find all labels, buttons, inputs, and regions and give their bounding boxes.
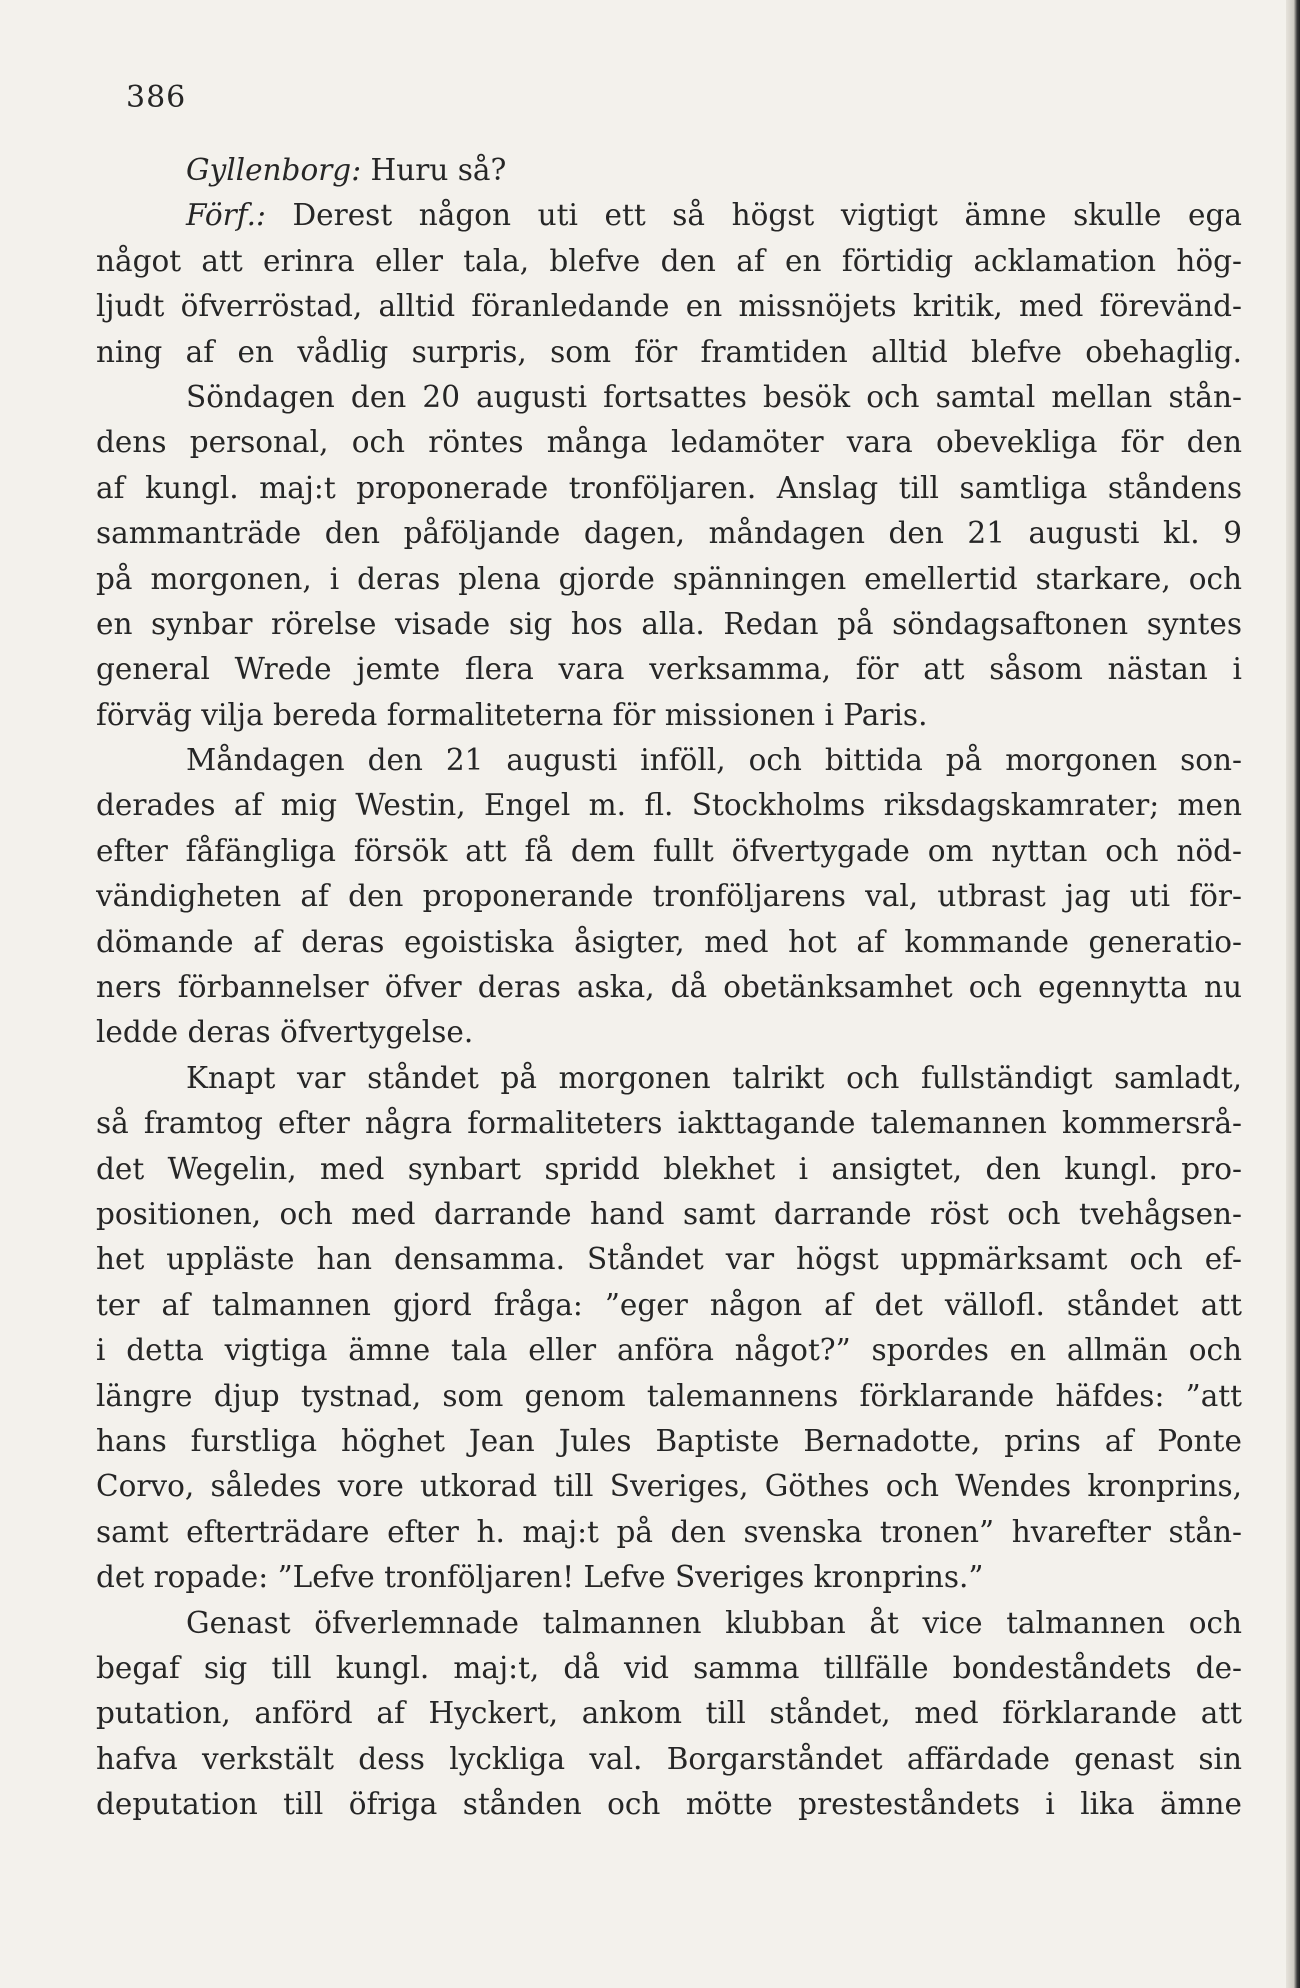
text-line [96, 420, 1242, 465]
text-line [96, 1419, 1242, 1464]
line-text: Corvo, således vore utkorad till Sveriges, Göthes och Wendes kronprins, [96, 1469, 1242, 1504]
line-text: general Wrede jemte flera vara verksamma, för att såsom nästan i [96, 652, 1242, 687]
line-text: ljudt öfverröstad, alltid föranledande en missnöjets kritik, med förevänd- [96, 289, 1242, 324]
text-line [96, 1010, 1242, 1055]
line-text: Söndagen den 20 augusti fortsattes besök och samtal mellan stån- [186, 379, 1242, 414]
line-text: ning af en vådlig surpris, som för framtiden alltid blefve obehaglig. [96, 334, 1242, 369]
line-text: efter fåfängliga försök att få dem fullt öfvertygade om nyttan och nöd- [96, 833, 1242, 868]
page-number: 386 [126, 80, 187, 115]
text-line [96, 1737, 1242, 1782]
line-text: af kungl. maj:t proponerade tronföljaren. Anslag till samtliga ståndens [96, 470, 1242, 505]
line-text: het uppläste han densamma. Ståndet var högst uppmärksamt och ef- [96, 1242, 1242, 1277]
line-text: ledde deras öfvertygelse. [96, 1015, 474, 1050]
line-text: deputation till öfriga stånden och mötte presteståndets i lika ämne [96, 1787, 1242, 1822]
text-line [96, 1101, 1242, 1146]
line-text: något att erinra eller tala, blefve den af en förtidig acklamation hög- [96, 243, 1242, 278]
text-line [96, 375, 1242, 420]
text-line [96, 783, 1242, 828]
line-text: på morgonen, i deras plena gjorde spänningen emellertid starkare, och [96, 561, 1242, 596]
text-line [96, 1464, 1242, 1509]
text-line [96, 738, 1242, 783]
page-edge-shadow [1286, 0, 1300, 1988]
text-line [96, 1237, 1242, 1282]
text-line [96, 1328, 1242, 1373]
line-text: längre djup tystnad, som genom talemannens förklarande häfdes: ”att [96, 1378, 1242, 1413]
line-text: sammanträde den påföljande dagen, måndagen den 21 augusti kl. 9 [96, 516, 1242, 551]
text-line [96, 1147, 1242, 1192]
text-line [96, 1192, 1242, 1237]
text-line [96, 1646, 1242, 1691]
line-text: en synbar rörelse visade sig hos alla. Redan på söndagsaftonen syntes [96, 606, 1242, 641]
speaker-name: Gyllenborg: [186, 153, 362, 187]
text-line [96, 239, 1242, 284]
text-line [96, 511, 1242, 556]
line-text: putation, anförd af Hyckert, ankom till ståndet, med förklarande att [96, 1696, 1242, 1731]
speaker-name: Förf.: [186, 198, 266, 233]
line-text: samt efterträdare efter h. maj:t på den svenska tronen” hvarefter stån- [96, 1514, 1242, 1549]
text-line [96, 1056, 1242, 1101]
line-text: positionen, och med darrande hand samt darrande röst och tvehågsen- [96, 1196, 1242, 1231]
text-line [96, 1601, 1242, 1646]
text-line [96, 557, 1242, 602]
line-text: förväg vilja bereda formaliteterna för missionen i Paris. [96, 697, 928, 732]
line-text: Derest någon uti ett så högst vigtigt ämne skulle ega [265, 198, 1242, 233]
line-text: i detta vigtiga ämne tala eller anföra något?” spordes en allmän och [96, 1333, 1242, 1368]
text-line [96, 1510, 1242, 1555]
text-line [96, 647, 1242, 692]
text-line [96, 1555, 1242, 1600]
line-text: Knapt var ståndet på morgonen talrikt och fullständigt samladt, [186, 1060, 1242, 1095]
line-text: hafva verkstält dess lyckliga val. Borgarståndet affärdade genast sin [96, 1741, 1242, 1776]
text-line [96, 693, 1242, 738]
text-line [96, 965, 1242, 1010]
text-line [96, 193, 1242, 238]
line-text: begaf sig till kungl. maj:t, då vid samma tillfälle bondeståndets de- [96, 1650, 1242, 1685]
line-text: ter af talmannen gjord fråga: ”eger någon af det vällofl. ståndet att [96, 1287, 1242, 1322]
line-text: det ropade: ”Lefve tronföljaren! Lefve Sveriges kronprins.” [96, 1560, 984, 1595]
page-text [96, 148, 1242, 1827]
text-line [96, 920, 1242, 965]
line-text: så framtog efter några formaliteters iakttagande talemannen kommersrå- [96, 1106, 1242, 1141]
line-text: ners förbannelser öfver deras aska, då obetänksamhet och egennytta nu [96, 970, 1242, 1005]
text-line [96, 148, 1242, 193]
line-text: Genast öfverlemnade talmannen klubban åt vice talmannen och [186, 1605, 1242, 1640]
line-text: vändigheten af den proponerande tronföljarens val, utbrast jag uti för- [96, 879, 1242, 914]
line-text: dens personal, och röntes många ledamöter vara obevekliga för den [96, 425, 1242, 460]
text-line [96, 1782, 1242, 1827]
text-line [96, 284, 1242, 329]
line-text: derades af mig Westin, Engel m. fl. Stockholms riksdagskamrater; men [96, 788, 1242, 823]
text-line [96, 1283, 1242, 1328]
line-text: Måndagen den 21 augusti inföll, och bittida på morgonen son- [186, 743, 1242, 778]
line-text: hans furstliga höghet Jean Jules Baptiste Bernadotte, prins af Ponte [96, 1423, 1242, 1458]
text-line [96, 829, 1242, 874]
text-line [96, 874, 1242, 919]
text-line [96, 466, 1242, 511]
line-text: dömande af deras egoistiska åsigter, med hot af kommande generatio- [96, 924, 1242, 959]
text-line [96, 1374, 1242, 1419]
text-line [96, 1691, 1242, 1736]
line-text: det Wegelin, med synbart spridd blekhet i ansigtet, den kungl. pro- [96, 1151, 1242, 1186]
text-line [96, 330, 1242, 375]
text-line [96, 602, 1242, 647]
line-text: Huru så? [361, 153, 507, 187]
